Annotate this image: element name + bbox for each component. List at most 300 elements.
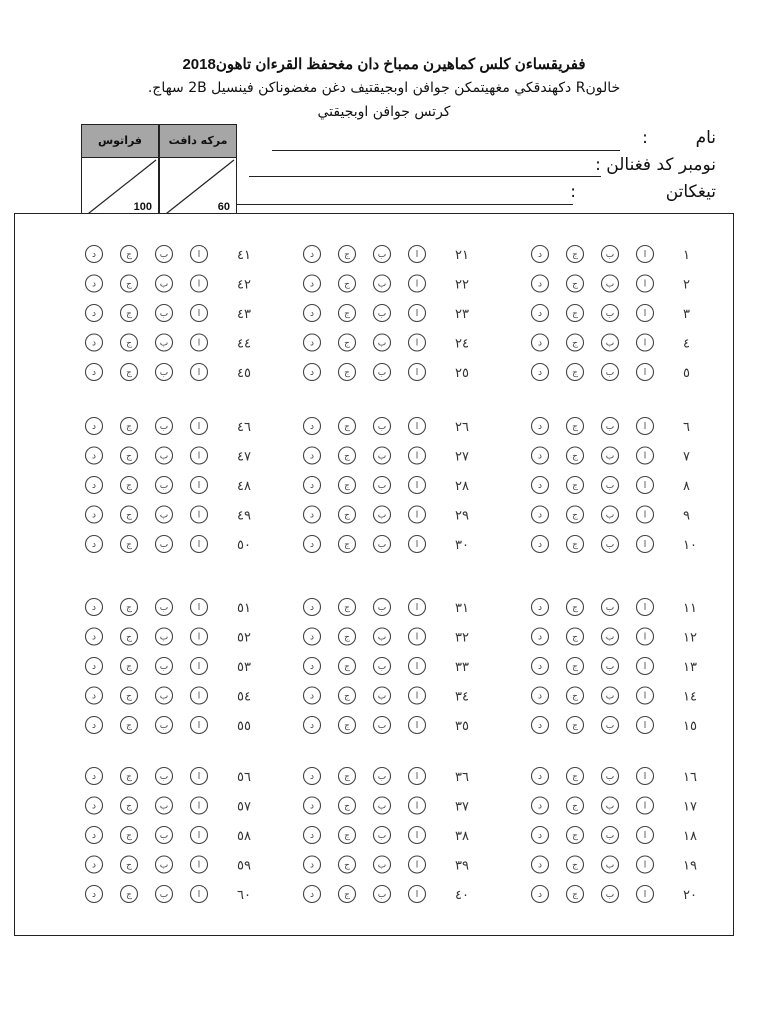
answer-bubble[interactable] — [86, 536, 103, 553]
answer-bubble[interactable] — [86, 658, 103, 675]
answer-bubble[interactable] — [567, 477, 584, 494]
answer-bubble[interactable] — [567, 628, 584, 645]
answer-bubble[interactable] — [602, 687, 619, 704]
answer-bubble[interactable] — [602, 275, 619, 292]
svg-text:ا: ا — [415, 422, 419, 432]
name-line[interactable] — [272, 150, 620, 151]
answer-bubble[interactable] — [304, 447, 321, 464]
answer-bubble[interactable] — [567, 717, 584, 734]
answer-bubble[interactable] — [409, 768, 426, 785]
answer-bubble[interactable] — [339, 275, 356, 292]
answer-bubble[interactable] — [191, 628, 208, 645]
answer-bubble[interactable] — [637, 717, 654, 734]
svg-text:ج: ج — [126, 721, 132, 731]
answer-bubble[interactable] — [409, 334, 426, 351]
answer-bubble[interactable] — [121, 506, 138, 523]
answer-bubble[interactable] — [637, 658, 654, 675]
svg-text:ا: ا — [643, 890, 647, 900]
svg-text:ب: ب — [605, 691, 615, 702]
answer-bubble[interactable] — [339, 418, 356, 435]
answer-bubble[interactable] — [532, 717, 549, 734]
answer-bubble[interactable] — [191, 717, 208, 734]
answer-bubble[interactable] — [602, 418, 619, 435]
question-number: ٢٤ — [455, 336, 469, 352]
answer-bubble[interactable] — [374, 477, 391, 494]
svg-text:د: د — [537, 772, 543, 782]
answer-bubble[interactable] — [121, 687, 138, 704]
question-number: ٤٨ — [237, 479, 251, 494]
answer-bubble[interactable] — [602, 797, 619, 814]
answer-bubble[interactable] — [191, 797, 208, 814]
answer-bubble[interactable] — [637, 418, 654, 435]
answer-bubble[interactable] — [86, 628, 103, 645]
answer-bubble[interactable] — [191, 477, 208, 494]
answer-bubble[interactable] — [567, 447, 584, 464]
answer-bubble[interactable] — [191, 334, 208, 351]
answer-bubble[interactable] — [191, 418, 208, 435]
answer-bubble[interactable] — [532, 856, 549, 873]
svg-text:ب: ب — [377, 250, 387, 260]
instructions: خالونR دكهندقكي مغهيتمكن جوافن اوبجيقتيف دغن مغضوناكن فينسيل 2B سهاج. — [147, 80, 621, 96]
answer-bubble[interactable] — [567, 797, 584, 814]
answer-bubble[interactable] — [339, 506, 356, 523]
answer-bubble[interactable] — [339, 536, 356, 553]
question-number: ٤٩ — [237, 508, 251, 524]
svg-text:د: د — [91, 279, 97, 290]
answer-bubble[interactable] — [121, 477, 138, 494]
answer-bubble[interactable] — [374, 827, 391, 844]
answer-bubble[interactable] — [409, 364, 426, 381]
answer-bubble[interactable] — [339, 334, 356, 351]
answer-bubble[interactable] — [304, 246, 321, 263]
answer-bubble[interactable] — [156, 477, 173, 494]
answer-bubble[interactable] — [409, 447, 426, 464]
answer-bubble[interactable] — [86, 599, 103, 616]
answer-bubble[interactable] — [339, 628, 356, 645]
answer-bubble[interactable] — [86, 246, 103, 263]
svg-text:د: د — [91, 662, 97, 672]
answer-bubble[interactable] — [121, 334, 138, 351]
answer-bubble[interactable] — [339, 447, 356, 464]
svg-text:ب: ب — [377, 662, 387, 672]
svg-text:ا: ا — [197, 422, 201, 432]
answer-bubble[interactable] — [304, 506, 321, 523]
answer-bubble[interactable] — [191, 886, 208, 903]
answer-bubble[interactable] — [567, 768, 584, 785]
svg-text:ا: ا — [197, 691, 201, 702]
svg-text:ج: ج — [344, 250, 350, 260]
answer-bubble[interactable] — [567, 599, 584, 616]
answer-bubble[interactable] — [304, 275, 321, 292]
answer-bubble[interactable] — [191, 536, 208, 553]
answer-bubble[interactable] — [602, 246, 619, 263]
answer-bubble[interactable] — [191, 658, 208, 675]
svg-text:د: د — [309, 368, 315, 378]
answer-bubble[interactable] — [121, 418, 138, 435]
svg-text:د: د — [537, 721, 543, 731]
name-field[interactable] — [642, 128, 716, 148]
answer-bubble[interactable] — [121, 797, 138, 814]
answer-bubble[interactable] — [304, 886, 321, 903]
svg-text:د: د — [537, 451, 543, 462]
answer-bubble[interactable] — [409, 305, 426, 322]
answer-bubble[interactable] — [86, 797, 103, 814]
svg-text:ا: ا — [643, 451, 647, 462]
svg-text:ا: ا — [197, 368, 201, 378]
answer-bubble[interactable] — [86, 477, 103, 494]
answer-bubble[interactable] — [156, 305, 173, 322]
answer-bubble[interactable] — [637, 536, 654, 553]
svg-text:ب: ب — [159, 603, 169, 613]
answer-bubble[interactable] — [637, 628, 654, 645]
answer-bubble[interactable] — [602, 599, 619, 616]
answer-bubble[interactable] — [532, 797, 549, 814]
answer-bubble[interactable] — [304, 418, 321, 435]
answer-bubble[interactable] — [304, 687, 321, 704]
answer-bubble[interactable] — [86, 856, 103, 873]
answer-bubble[interactable] — [191, 599, 208, 616]
answer-bubble[interactable] — [304, 768, 321, 785]
answer-bubble[interactable] — [637, 364, 654, 381]
answer-bubble[interactable] — [567, 364, 584, 381]
svg-text:ج: ج — [572, 860, 578, 871]
answer-bubble[interactable] — [191, 447, 208, 464]
answer-bubble[interactable] — [304, 658, 321, 675]
answer-bubble[interactable] — [602, 658, 619, 675]
answer-bubble[interactable] — [567, 275, 584, 292]
answer-bubble[interactable] — [409, 246, 426, 263]
answer-bubble[interactable] — [121, 628, 138, 645]
answer-bubble[interactable] — [86, 717, 103, 734]
svg-text:ا: ا — [643, 510, 647, 521]
answer-bubble[interactable] — [339, 364, 356, 381]
answer-bubble[interactable] — [374, 886, 391, 903]
answer-bubble[interactable] — [532, 768, 549, 785]
answer-bubble[interactable] — [156, 856, 173, 873]
answer-bubble[interactable] — [374, 447, 391, 464]
answer-bubble[interactable] — [637, 768, 654, 785]
answer-bubble[interactable] — [156, 599, 173, 616]
answer-bubble[interactable] — [409, 856, 426, 873]
svg-text:ج: ج — [126, 510, 132, 521]
answer-bubble[interactable] — [156, 768, 173, 785]
svg-text:ب: ب — [605, 662, 615, 672]
answer-bubble[interactable] — [304, 827, 321, 844]
svg-text:د: د — [309, 451, 315, 462]
svg-text:ب: ب — [377, 279, 387, 290]
answer-bubble[interactable] — [121, 599, 138, 616]
answer-bubble[interactable] — [409, 477, 426, 494]
question-number: ١٢ — [683, 630, 697, 646]
answer-bubble[interactable] — [86, 687, 103, 704]
answer-bubble[interactable] — [304, 717, 321, 734]
answer-bubble[interactable] — [409, 536, 426, 553]
answer-bubble[interactable] — [532, 506, 549, 523]
answer-bubble[interactable] — [86, 886, 103, 903]
question-number: ٣٠ — [455, 538, 469, 553]
answer-bubble[interactable] — [532, 599, 549, 616]
answer-bubble[interactable] — [567, 856, 584, 873]
svg-text:ا: ا — [415, 481, 419, 491]
question-number: ٤٧ — [237, 449, 251, 465]
answer-bubble[interactable] — [532, 364, 549, 381]
answer-bubble[interactable] — [532, 628, 549, 645]
svg-text:ب: ب — [605, 309, 615, 319]
svg-text:ب: ب — [377, 772, 387, 782]
id-number-field[interactable] — [595, 155, 716, 175]
answer-bubble[interactable] — [409, 275, 426, 292]
answer-bubble[interactable] — [156, 418, 173, 435]
svg-text:د: د — [537, 481, 543, 491]
answer-bubble[interactable] — [409, 827, 426, 844]
answer-bubble[interactable] — [637, 305, 654, 322]
svg-text:د: د — [91, 368, 97, 378]
answer-bubble[interactable] — [156, 536, 173, 553]
answer-bubble[interactable] — [121, 768, 138, 785]
answer-bubble[interactable] — [339, 886, 356, 903]
answer-bubble[interactable] — [532, 886, 549, 903]
answer-bubble[interactable] — [567, 334, 584, 351]
answer-bubble[interactable] — [602, 628, 619, 645]
answer-bubble[interactable] — [602, 856, 619, 873]
answer-bubble[interactable] — [374, 856, 391, 873]
answer-bubble[interactable] — [602, 364, 619, 381]
answer-bubble[interactable] — [532, 305, 549, 322]
svg-text:د: د — [537, 309, 543, 319]
answer-bubble[interactable] — [339, 717, 356, 734]
answer-bubble[interactable] — [121, 364, 138, 381]
answer-bubble[interactable] — [637, 797, 654, 814]
answer-bubble[interactable] — [304, 477, 321, 494]
answer-bubble[interactable] — [156, 797, 173, 814]
answer-bubble[interactable] — [86, 447, 103, 464]
answer-bubble[interactable] — [602, 447, 619, 464]
answer-bubble[interactable] — [86, 275, 103, 292]
answer-bubble[interactable] — [532, 536, 549, 553]
answer-bubble[interactable] — [532, 447, 549, 464]
answer-bubble[interactable] — [637, 827, 654, 844]
answer-bubble[interactable] — [637, 477, 654, 494]
answer-bubble[interactable] — [339, 768, 356, 785]
answer-bubble[interactable] — [156, 628, 173, 645]
svg-text:ا: ا — [197, 772, 201, 782]
answer-bubble[interactable] — [532, 687, 549, 704]
answer-bubble[interactable] — [339, 797, 356, 814]
answer-bubble[interactable] — [532, 334, 549, 351]
answer-bubble[interactable] — [374, 658, 391, 675]
answer-bubble[interactable] — [532, 246, 549, 263]
answer-bubble[interactable] — [637, 246, 654, 263]
answer-bubble[interactable] — [637, 275, 654, 292]
answer-bubble[interactable] — [86, 334, 103, 351]
svg-text:ا: ا — [197, 831, 201, 841]
answer-bubble[interactable] — [374, 305, 391, 322]
answer-bubble[interactable] — [567, 536, 584, 553]
answer-bubble[interactable] — [156, 886, 173, 903]
answer-bubble[interactable] — [637, 856, 654, 873]
question-number: ١٤ — [683, 689, 697, 705]
answer-bubble[interactable] — [374, 687, 391, 704]
svg-text:ب: ب — [377, 451, 387, 462]
answer-bubble[interactable] — [567, 506, 584, 523]
answer-bubble[interactable] — [567, 687, 584, 704]
answer-bubble[interactable] — [86, 305, 103, 322]
answer-bubble[interactable] — [156, 717, 173, 734]
question-number: ٥٧ — [237, 799, 251, 815]
answer-bubble[interactable] — [339, 856, 356, 873]
answer-bubble[interactable] — [409, 599, 426, 616]
answer-bubble[interactable] — [374, 334, 391, 351]
answer-bubble[interactable] — [532, 418, 549, 435]
answer-bubble[interactable] — [86, 506, 103, 523]
answer-bubble[interactable] — [191, 246, 208, 263]
answer-bubble[interactable] — [86, 768, 103, 785]
answer-bubble[interactable] — [121, 305, 138, 322]
answer-bubble[interactable] — [156, 246, 173, 263]
answer-bubble[interactable] — [339, 477, 356, 494]
answer-bubble[interactable] — [304, 364, 321, 381]
answer-bubble[interactable] — [121, 246, 138, 263]
answer-bubble[interactable] — [374, 599, 391, 616]
answer-bubble[interactable] — [121, 447, 138, 464]
answer-bubble[interactable] — [602, 536, 619, 553]
answer-bubble[interactable] — [602, 827, 619, 844]
answer-bubble[interactable] — [637, 886, 654, 903]
answer-bubble[interactable] — [567, 827, 584, 844]
answer-bubble[interactable] — [532, 658, 549, 675]
answer-bubble[interactable] — [191, 275, 208, 292]
answer-bubble[interactable] — [374, 364, 391, 381]
answer-bubble[interactable] — [637, 506, 654, 523]
answer-bubble[interactable] — [374, 797, 391, 814]
answer-bubble[interactable] — [304, 797, 321, 814]
answer-bubble[interactable] — [86, 418, 103, 435]
answer-bubble[interactable] — [637, 599, 654, 616]
class-line[interactable] — [237, 204, 573, 205]
answer-bubble[interactable] — [191, 827, 208, 844]
answer-bubble[interactable] — [374, 418, 391, 435]
answer-bubble[interactable] — [156, 364, 173, 381]
svg-text:ا: ا — [643, 772, 647, 782]
class-field[interactable] — [570, 182, 716, 202]
answer-bubble[interactable] — [156, 275, 173, 292]
answer-bubble[interactable] — [374, 768, 391, 785]
answer-bubble[interactable] — [339, 305, 356, 322]
answer-bubble[interactable] — [532, 275, 549, 292]
answer-bubble[interactable] — [602, 886, 619, 903]
answer-bubble[interactable] — [156, 658, 173, 675]
answer-bubble[interactable] — [339, 827, 356, 844]
svg-text:ا: ا — [643, 801, 647, 812]
answer-bubble[interactable] — [191, 687, 208, 704]
answer-bubble[interactable] — [121, 536, 138, 553]
svg-text:ا: ا — [415, 540, 419, 550]
answer-bubble[interactable] — [304, 334, 321, 351]
svg-text:د: د — [537, 801, 543, 812]
answer-bubble[interactable] — [602, 506, 619, 523]
answer-bubble[interactable] — [339, 246, 356, 263]
answer-bubble[interactable] — [304, 856, 321, 873]
answer-bubble[interactable] — [121, 717, 138, 734]
answer-bubble[interactable] — [374, 717, 391, 734]
question-number: ٢٧ — [455, 449, 469, 465]
answer-bubble[interactable] — [191, 506, 208, 523]
answer-bubble[interactable] — [191, 856, 208, 873]
answer-bubble[interactable] — [191, 364, 208, 381]
svg-text:ا: ا — [415, 632, 419, 643]
answer-bubble[interactable] — [567, 305, 584, 322]
answer-bubble[interactable] — [86, 364, 103, 381]
svg-text:ب: ب — [605, 510, 615, 521]
answer-bubble[interactable] — [409, 628, 426, 645]
answer-bubble[interactable] — [637, 687, 654, 704]
id-number-line[interactable] — [249, 176, 601, 177]
answer-bubble[interactable] — [339, 687, 356, 704]
svg-text:ب: ب — [159, 510, 169, 521]
answer-bubble[interactable] — [567, 886, 584, 903]
answer-bubble[interactable] — [602, 334, 619, 351]
answer-bubble[interactable] — [637, 334, 654, 351]
answer-bubble[interactable] — [374, 275, 391, 292]
answer-bubble[interactable] — [374, 506, 391, 523]
answer-bubble[interactable] — [567, 418, 584, 435]
answer-bubble[interactable] — [339, 658, 356, 675]
answer-bubble[interactable] — [191, 768, 208, 785]
answer-bubble[interactable] — [304, 536, 321, 553]
answer-bubble[interactable] — [602, 717, 619, 734]
answer-bubble[interactable] — [567, 658, 584, 675]
answer-bubble[interactable] — [409, 418, 426, 435]
svg-text:ج: ج — [126, 890, 132, 900]
answer-bubble[interactable] — [409, 506, 426, 523]
answer-bubble[interactable] — [156, 827, 173, 844]
svg-text:د: د — [91, 721, 97, 731]
answer-bubble[interactable] — [602, 768, 619, 785]
answer-bubble[interactable] — [121, 856, 138, 873]
answer-bubble[interactable] — [409, 717, 426, 734]
answer-bubble[interactable] — [121, 827, 138, 844]
name-colon: : — [642, 128, 648, 148]
answer-bubble[interactable] — [86, 827, 103, 844]
answer-bubble[interactable] — [602, 477, 619, 494]
answer-bubble[interactable] — [602, 305, 619, 322]
answer-bubble[interactable] — [191, 305, 208, 322]
answer-bubble[interactable] — [374, 246, 391, 263]
answer-bubble[interactable] — [156, 447, 173, 464]
answer-bubble[interactable] — [409, 797, 426, 814]
answer-bubble[interactable] — [409, 658, 426, 675]
answer-bubble[interactable] — [304, 305, 321, 322]
answer-bubble[interactable] — [304, 628, 321, 645]
answer-bubble[interactable] — [374, 628, 391, 645]
answer-bubble[interactable] — [637, 447, 654, 464]
answer-bubble[interactable] — [156, 334, 173, 351]
answer-bubble[interactable] — [532, 827, 549, 844]
answer-bubble[interactable] — [374, 536, 391, 553]
answer-bubble[interactable] — [121, 275, 138, 292]
answer-bubble[interactable] — [121, 658, 138, 675]
answer-bubble[interactable] — [156, 687, 173, 704]
svg-text:ا: ا — [415, 279, 419, 290]
answer-bubble[interactable] — [156, 506, 173, 523]
answer-bubble[interactable] — [567, 246, 584, 263]
answer-bubble[interactable] — [121, 886, 138, 903]
answer-bubble[interactable] — [532, 477, 549, 494]
answer-bubble[interactable] — [339, 599, 356, 616]
answer-bubble[interactable] — [409, 687, 426, 704]
answer-bubble[interactable] — [304, 599, 321, 616]
answer-bubble[interactable] — [409, 886, 426, 903]
